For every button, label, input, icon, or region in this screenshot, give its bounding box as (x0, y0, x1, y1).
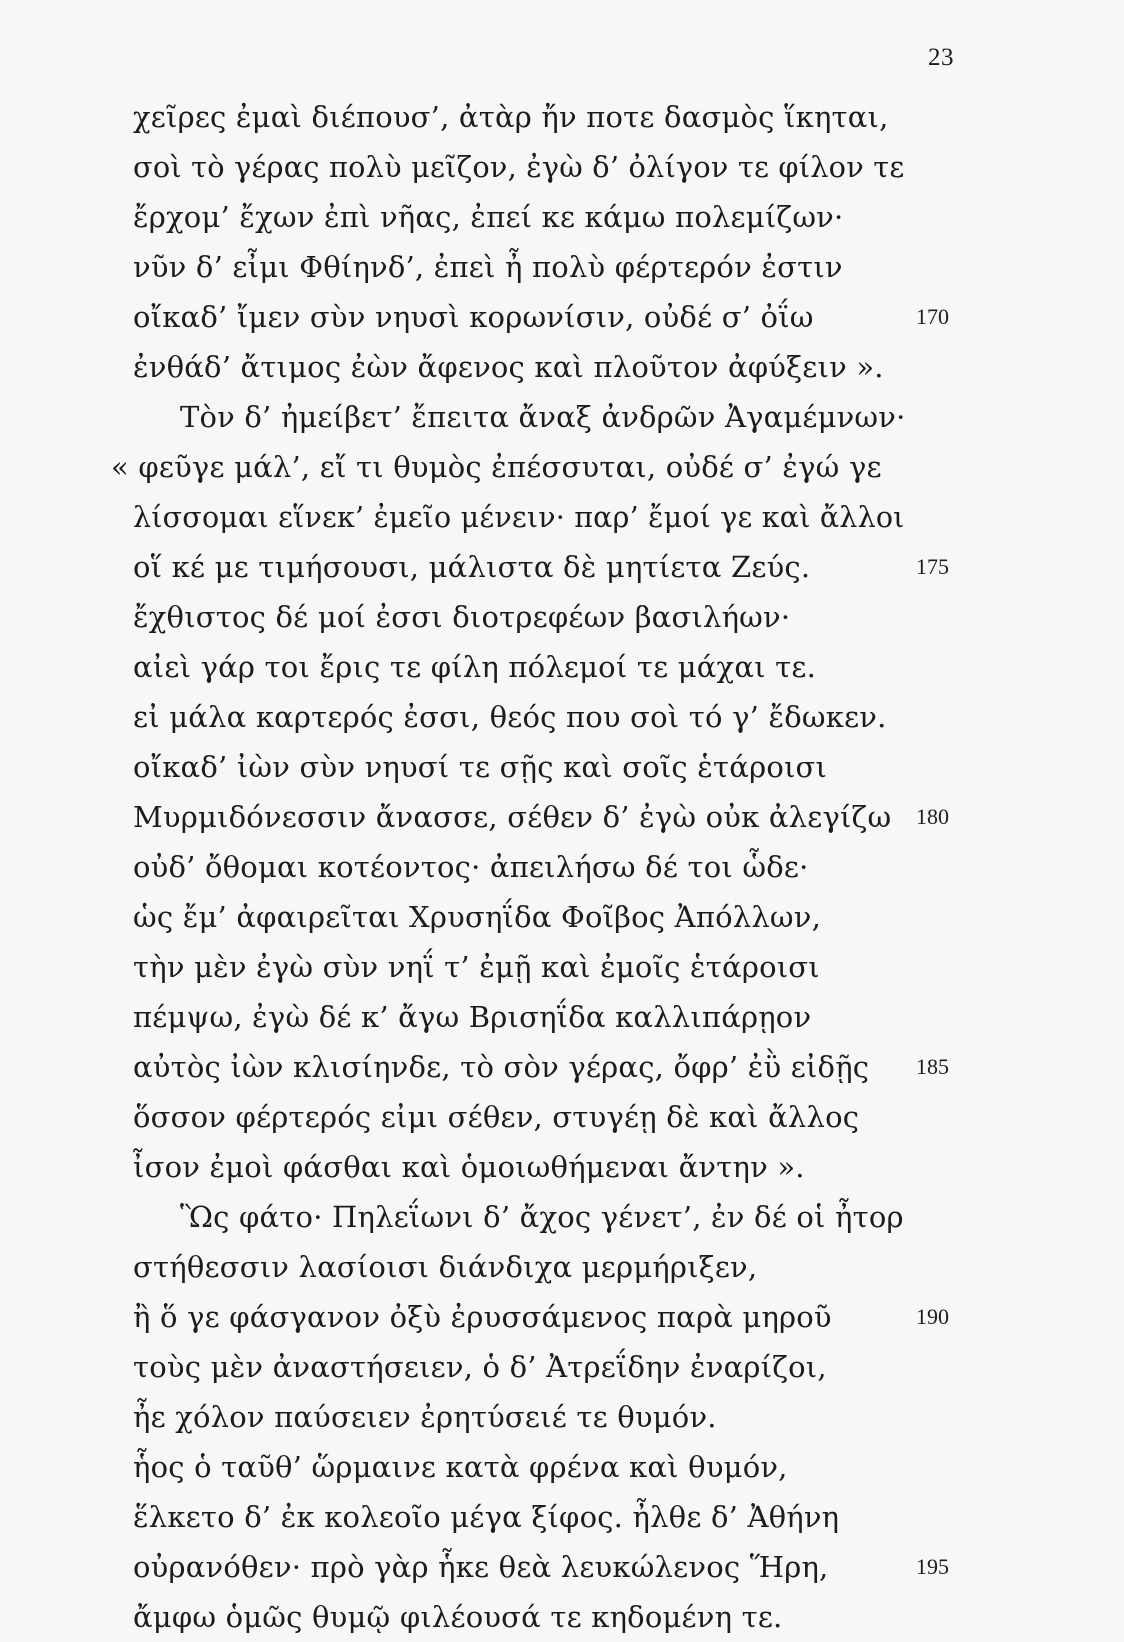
verse-line (0, 992, 1124, 1042)
verse-line (0, 892, 1124, 942)
verse-line (0, 442, 1124, 492)
verse-text: ἦε χόλον παύσειεν ἐρητύσειέ τε θυμόν. (133, 1400, 717, 1434)
verse-text: Τὸν δ’ ἠμείβετ’ ἔπειτα ἄναξ ἀνδρῶν Ἀγαμέμνων· (180, 400, 906, 434)
verse-text: ἧος ὁ ταῦθ’ ὥρμαινε κατὰ φρένα καὶ θυμόν, (133, 1450, 788, 1484)
verse-text: ἢ ὅ γε φάσγανον ὀξὺ ἐρυσσάμενος παρὰ μηροῦ (133, 1300, 832, 1334)
verse-text: οὐδ’ ὄθομαι κοτέοντος· ἀπειλήσω δέ τοι ὧδε· (133, 850, 809, 884)
verse-line (0, 342, 1124, 392)
verse-line (0, 642, 1124, 692)
verse-text: οἵ κέ με τιμήσουσι, μάλιστα δὲ μητίετα Ζεύς. (133, 550, 811, 584)
verse-text: νῦν δ’ εἶμι Φθίηνδ’, ἐπεὶ ἦ πολὺ φέρτερόν ἐστιν (133, 250, 843, 284)
line-number: 180 (916, 804, 949, 829)
line-number: 185 (916, 1054, 949, 1079)
verse-line (0, 692, 1124, 742)
verse-text: πέμψω, ἐγὼ δέ κ’ ἄγω Βρισηΐδα καλλιπάρῃον (133, 1000, 812, 1034)
verse-text: ἔχθιστος δέ μοί ἐσσι διοτρεφέων βασιλήων· (133, 600, 791, 634)
verse-line (0, 142, 1124, 192)
page-number: 23 (928, 44, 954, 71)
line-number: 195 (916, 1554, 949, 1579)
verse-text: λίσσομαι εἵνεκ’ ἐμεῖο μένειν· παρ’ ἔμοί γε καὶ ἄλλοι (133, 500, 905, 534)
verse-line (0, 92, 1124, 142)
verse-line (0, 742, 1124, 792)
verse-text: σοὶ τὸ γέρας πολὺ μεῖζον, ἐγὼ δ’ ὀλίγον τε φίλον τε (133, 150, 905, 184)
verse-line (0, 1592, 1124, 1642)
verse-line (0, 1392, 1124, 1442)
verse-line (0, 1542, 1124, 1592)
verse-line (0, 1142, 1124, 1192)
line-number: 170 (916, 304, 949, 329)
verse-text: οἴκαδ’ ἰὼν σὺν νηυσί τε σῇς καὶ σοῖς ἑτάροισι (133, 750, 828, 784)
verse-text: αἰεὶ γάρ τοι ἔρις τε φίλη πόλεμοί τε μάχαι τε. (133, 650, 816, 684)
verse-line (0, 392, 1124, 442)
verse-text: τὴν μὲν ἐγὼ σὺν νηΐ τ’ ἐμῇ καὶ ἐμοῖς ἑτάροισι (133, 950, 820, 984)
verse-text: « φεῦγε μάλ’, εἴ τι θυμὸς ἐπέσσυται, οὐδέ σ’ ἐγώ γε (111, 450, 882, 484)
verse-text: Ὣς φάτο· Πηλεΐωνι δ’ ἄχος γένετ’, ἐν δέ οἱ ἦτορ (180, 1200, 904, 1234)
verse-text: τοὺς μὲν ἀναστήσειεν, ὁ δ’ Ἀτρεΐδην ἐναρίζοι, (133, 1350, 827, 1384)
verse-line (0, 192, 1124, 242)
verse-line (0, 842, 1124, 892)
verse-line (0, 1342, 1124, 1392)
verse-line (0, 1292, 1124, 1342)
verse-block (0, 92, 1124, 1642)
verse-text: αὐτὸς ἰὼν κλισίηνδε, τὸ σὸν γέρας, ὄφρ’ ἐῢ εἰδῇς (133, 1050, 870, 1084)
verse-text: χεῖρες ἐμαὶ διέπουσ’, ἀτὰρ ἤν ποτε δασμὸς ἵκηται, (133, 100, 889, 134)
line-number: 190 (916, 1304, 949, 1329)
verse-line (0, 1092, 1124, 1142)
verse-text: στήθεσσιν λασίοισι διάνδιχα μερμήριξεν, (133, 1250, 758, 1284)
verse-text: ὅσσον φέρτερός εἰμι σέθεν, στυγέῃ δὲ καὶ ἄλλος (133, 1100, 860, 1134)
verse-line (0, 542, 1124, 592)
verse-line (0, 942, 1124, 992)
verse-line (0, 1192, 1124, 1242)
verse-text: ἄμφω ὁμῶς θυμῷ φιλέουσά τε κηδομένη τε. (133, 1600, 783, 1634)
verse-text: ἔρχομ’ ἔχων ἐπὶ νῆας, ἐπεί κε κάμω πολεμίζων· (133, 200, 844, 234)
verse-text: ὡς ἔμ’ ἀφαιρεῖται Χρυσηΐδα Φοῖβος Ἀπόλλων, (133, 900, 821, 934)
verse-text: ἶσον ἐμοὶ φάσθαι καὶ ὁμοιωθήμεναι ἄντην ». (133, 1150, 805, 1184)
verse-text: Μυρμιδόνεσσιν ἄνασσε, σέθεν δ’ ἐγὼ οὐκ ἀλεγίζω (133, 800, 892, 834)
verse-text: ἕλκετο δ’ ἐκ κολεοῖο μέγα ξίφος. ἦλθε δ’ Ἀθήνη (133, 1500, 840, 1534)
verse-text: οὐρανόθεν· πρὸ γὰρ ἧκε θεὰ λευκώλενος Ἥρη, (133, 1550, 829, 1584)
verse-line (0, 292, 1124, 342)
verse-line (0, 1042, 1124, 1092)
verse-text: οἴκαδ’ ἴμεν σὺν νηυσὶ κορωνίσιν, οὐδέ σ’ ὀΐω (133, 300, 814, 334)
verse-line (0, 592, 1124, 642)
verse-text: εἰ μάλα καρτερός ἐσσι, θεός που σοὶ τό γ’ ἔδωκεν. (133, 700, 887, 734)
verse-line (0, 1242, 1124, 1292)
verse-line (0, 792, 1124, 842)
verse-line (0, 492, 1124, 542)
line-number: 175 (916, 554, 949, 579)
verse-text: ἐνθάδ’ ἄτιμος ἐὼν ἄφενος καὶ πλοῦτον ἀφύξειν ». (133, 350, 884, 384)
verse-line (0, 242, 1124, 292)
verse-line (0, 1442, 1124, 1492)
